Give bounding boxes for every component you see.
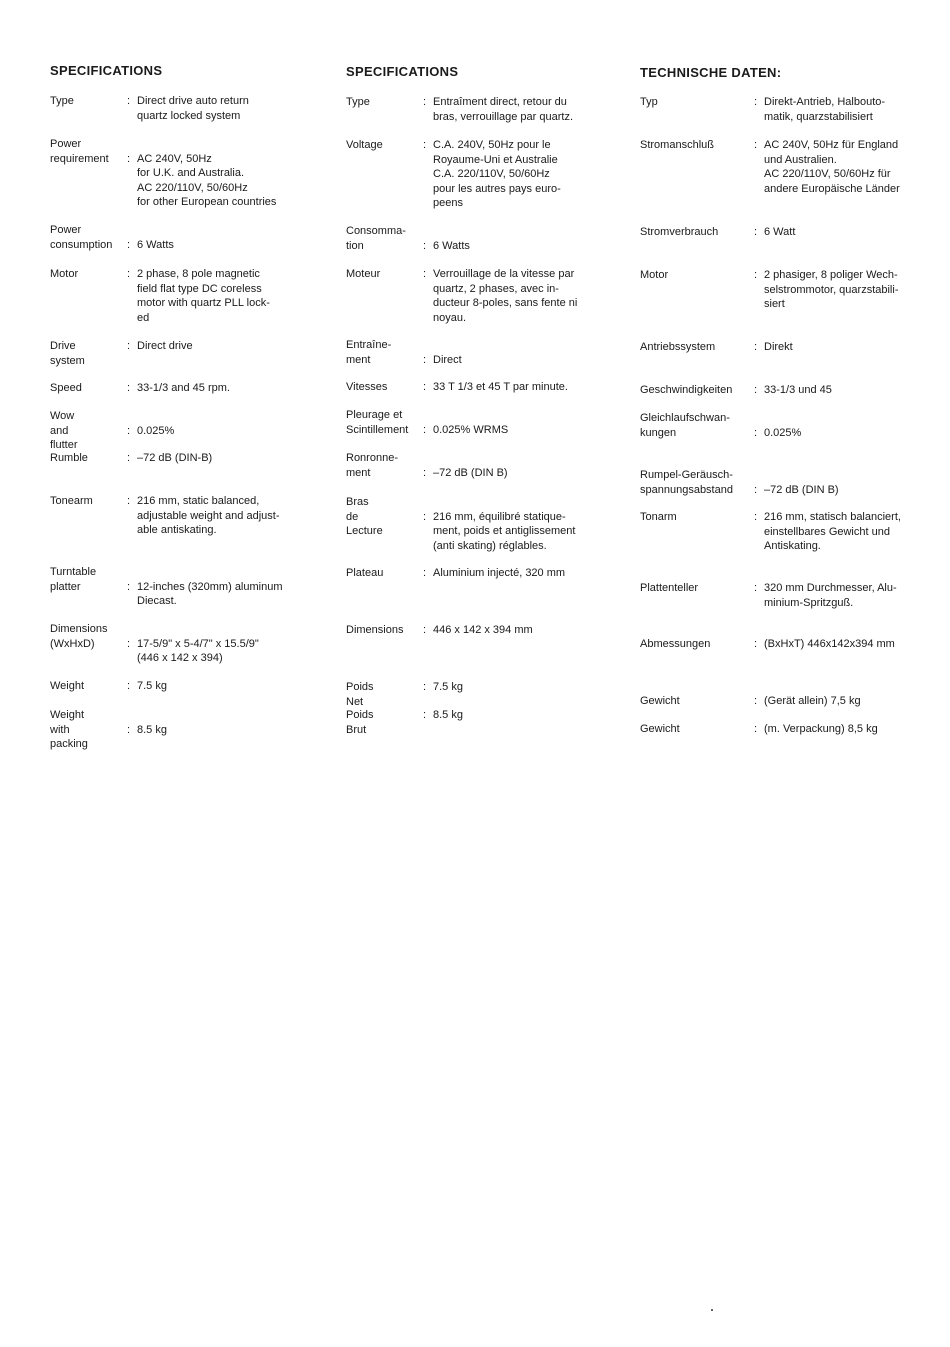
spec-label: Power requirement (50, 138, 109, 165)
spec-value: 6 Watts (137, 238, 174, 251)
spec-colon: : (127, 238, 131, 251)
spec-label: Gleichlaufschwan- kungen (640, 412, 730, 439)
spec-value: –72 dB (DIN B) (764, 483, 839, 496)
spec-colon: : (754, 384, 758, 396)
spec-value: Entraîment direct, retour du bras, verrouillage par quartz. (433, 96, 574, 123)
spec-value: 8.5 kg (433, 709, 463, 721)
spec-colon: : (423, 624, 427, 636)
spec-value: Direct drive auto return quartz locked system (137, 95, 249, 122)
spec-value: 216 mm, static balanced, adjustable weight and adjust- able antiskating. (137, 495, 280, 536)
spec-value: 320 mm Durchmesser, Alu- minium-Spritzguß. (764, 582, 897, 609)
spec-label: Geschwindigkeiten (640, 384, 733, 396)
spec-value: 6 Watt (764, 226, 796, 238)
spec-label: Rumble (50, 452, 88, 464)
spec-label: Bras de Lecture (346, 496, 383, 537)
spec-label: Gewicht (640, 695, 680, 707)
spec-value: Verrouillage de la vitesse par quartz, 2 phases, avec in- ducteur 8-poles, sans fente ni noyau. (433, 268, 578, 324)
spec-label: Tonarm (640, 511, 677, 523)
spec-label: Dimensions (WxHxD) (50, 623, 108, 650)
spec-colon: : (423, 709, 427, 721)
spec-label: Abmessungen (640, 638, 711, 650)
spec-label: Tonearm (50, 495, 93, 507)
spec-colon: : (423, 423, 427, 436)
spec-label: Plattenteller (640, 582, 699, 594)
spec-colon: : (127, 580, 131, 593)
spec-colon: : (423, 96, 427, 108)
spec-label: Moteur (346, 268, 381, 280)
spec-value: AC 240V, 50Hz for U.K. and Australia. AC 220/110V, 50/60Hz for other European countries (137, 152, 277, 208)
spec-colon: : (754, 341, 758, 353)
spec-label: Weight (50, 680, 85, 692)
spec-colon: : (754, 139, 758, 151)
spec-label: Gewicht (640, 723, 680, 735)
spec-colon: : (423, 139, 427, 151)
spec-label: Speed (50, 382, 82, 394)
spec-colon: : (127, 680, 131, 692)
spec-label: Poids Brut (346, 709, 374, 736)
spec-colon: : (423, 466, 427, 479)
spec-colon: : (754, 723, 758, 735)
french-title: SPECIFICATIONS (346, 64, 459, 79)
spec-label: Type (50, 95, 74, 107)
spec-label: Typ (640, 96, 658, 108)
spec-value: 7.5 kg (137, 680, 167, 692)
spec-label: Voltage (346, 139, 383, 151)
spec-colon: : (754, 695, 758, 707)
spec-colon: : (754, 269, 758, 281)
spec-colon: : (423, 268, 427, 280)
spec-value: 0.025% (764, 426, 802, 439)
spec-colon: : (754, 638, 758, 650)
spec-colon: : (127, 340, 131, 352)
spec-value: –72 dB (DIN B) (433, 466, 508, 479)
spec-label: Turntable platter (50, 566, 97, 593)
spec-colon: : (423, 353, 427, 366)
spec-value: 216 mm, équilibré statique- ment, poids et antiglissement (anti skating) réglables. (433, 510, 576, 552)
spec-label: Rumpel-Geräusch- spannungsabstand (640, 469, 733, 496)
spec-label: Stromverbrauch (640, 226, 719, 238)
spec-value: (Gerät allein) 7,5 kg (764, 695, 861, 707)
spec-colon: : (127, 95, 131, 107)
spec-value: 2 phasiger, 8 poliger Wech- selstrommotor, quarzstabili- siert (764, 269, 899, 310)
spec-value: 0.025% WRMS (433, 423, 509, 436)
spec-label: Pleurage et Scintillement (346, 409, 409, 436)
spec-value: 6 Watts (433, 239, 470, 252)
spec-colon: : (423, 567, 427, 579)
scan-speck (711, 1309, 713, 1311)
spec-label: Dimensions (346, 624, 404, 636)
spec-value: (BxHxT) 446x142x394 mm (764, 638, 895, 650)
spec-label: Plateau (346, 567, 384, 579)
spec-label: Ronronne- ment (346, 452, 398, 479)
spec-label: Entraîne- ment (346, 339, 392, 366)
spec-colon: : (127, 424, 131, 437)
spec-colon: : (127, 723, 131, 736)
spec-colon: : (423, 681, 427, 693)
spec-value: Direkt (764, 341, 793, 353)
spec-value: Aluminium injecté, 320 mm (433, 567, 566, 579)
spec-colon: : (754, 426, 758, 439)
spec-value: 7.5 kg (433, 681, 463, 693)
spec-colon: : (423, 381, 427, 393)
spec-value: 8.5 kg (137, 723, 167, 736)
spec-value: C.A. 240V, 50Hz pour le Royaume-Uni et Australie C.A. 220/110V, 50/60Hz pour les autres pays euro- peens (433, 139, 561, 209)
spec-label: Type (346, 96, 370, 108)
spec-value: 446 x 142 x 394 mm (433, 624, 533, 636)
spec-label: Poids Net (346, 681, 374, 708)
spec-value: –72 dB (DIN-B) (137, 452, 213, 464)
spec-label: Wow and flutter (50, 410, 78, 451)
spec-colon: : (754, 511, 758, 523)
spec-value: AC 240V, 50Hz für England und Australien. AC 220/110V, 50/60Hz für andere Europäische Länder (764, 139, 900, 195)
spec-colon: : (754, 96, 758, 108)
spec-colon: : (127, 152, 131, 165)
spec-colon: : (423, 510, 427, 523)
spec-colon: : (127, 452, 131, 464)
spec-value: 33-1/3 and 45 rpm. (137, 382, 230, 394)
spec-value: 33-1/3 und 45 (764, 384, 832, 396)
english-title: SPECIFICATIONS (50, 63, 163, 78)
spec-value: 2 phase, 8 pole magnetic field flat type DC coreless motor with quartz PLL lock- ed (137, 268, 270, 324)
german-title: TECHNISCHE DATEN: (640, 65, 782, 80)
spec-value: 216 mm, statisch balanciert, einstellbares Gewicht und Antiskating. (764, 511, 901, 552)
spec-colon: : (423, 239, 427, 252)
spec-label: Drive system (50, 340, 85, 367)
spec-colon: : (754, 582, 758, 594)
spec-colon: : (127, 495, 131, 507)
spec-label: Weight with packing (50, 709, 88, 750)
spec-label: Antriebssystem (640, 341, 716, 353)
spec-label: Motor (640, 269, 669, 281)
spec-label: Consomma- tion (346, 225, 406, 252)
spec-value: Direct drive (137, 340, 193, 352)
spec-label: Power consumption (50, 224, 113, 251)
spec-value: 17-5/9" x 5-4/7" x 15.5/9" (446 x 142 x 394) (137, 637, 259, 664)
spec-label: Vitesses (346, 381, 388, 393)
spec-colon: : (754, 483, 758, 496)
spec-label: Motor (50, 268, 79, 280)
spec-value: Direkt-Antrieb, Halbouto- matik, quarzstabilisiert (764, 96, 886, 123)
spec-value: Direct (433, 353, 462, 366)
spec-value: (m. Verpackung) 8,5 kg (764, 723, 878, 735)
spec-colon: : (127, 382, 131, 394)
spec-colon: : (127, 268, 131, 280)
spec-colon: : (754, 226, 758, 238)
spec-value: 12-inches (320mm) aluminum Diecast. (137, 580, 283, 607)
spec-label: Stromanschluß (640, 139, 714, 151)
spec-value: 0.025% (137, 424, 175, 437)
spec-value: 33 T 1/3 et 45 T par minute. (433, 381, 568, 393)
spec-colon: : (127, 637, 131, 650)
